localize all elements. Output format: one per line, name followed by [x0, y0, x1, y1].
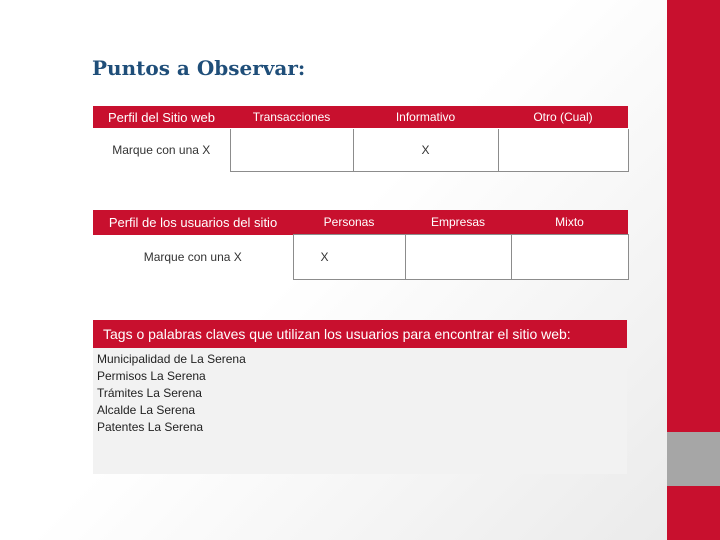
col-empresas: Empresas — [405, 210, 511, 235]
side-accent-bar-red-bottom — [667, 486, 720, 540]
list-item: Trámites La Serena — [97, 386, 202, 400]
cell-informativo[interactable]: X — [353, 129, 498, 172]
page-title: Puntos a Observar: — [92, 56, 306, 80]
list-item: Patentes La Serena — [97, 420, 204, 434]
user-profile-header-row — [93, 210, 628, 235]
user-profile-mark-row — [93, 235, 628, 280]
list-item: Alcalde La Serena — [97, 403, 196, 417]
mark-instruction: Marque con una X — [93, 235, 293, 280]
site-profile-label: Perfil del Sitio web — [93, 106, 230, 129]
site-profile-table — [93, 106, 629, 172]
tags-header: Tags o palabras claves que utilizan los usuarios para encontrar el sitio web: — [93, 320, 627, 348]
col-personas: Personas — [293, 210, 405, 235]
site-profile-header-row — [93, 106, 628, 129]
cell-personas[interactable]: X — [293, 235, 405, 280]
cell-otro[interactable] — [498, 129, 628, 172]
cell-transacciones[interactable] — [230, 129, 353, 172]
col-informativo: Informativo — [353, 106, 498, 129]
side-accent-bar-red — [667, 0, 720, 432]
user-profile-label: Perfil de los usuarios del sitio — [93, 210, 293, 235]
user-profile-table — [93, 210, 629, 280]
site-profile-mark-row — [93, 129, 628, 172]
list-item: Permisos La Serena — [97, 369, 206, 383]
col-mixto: Mixto — [511, 210, 628, 235]
list-item: Municipalidad de La Serena — [97, 352, 246, 366]
mark-instruction: Marque con una X — [93, 129, 230, 172]
cell-empresas[interactable] — [405, 235, 511, 280]
col-transacciones: Transacciones — [230, 106, 353, 129]
col-otro: Otro (Cual) — [498, 106, 628, 129]
side-accent-bar-gray — [667, 432, 720, 486]
cell-mixto[interactable] — [511, 235, 628, 280]
tags-list — [93, 348, 627, 474]
